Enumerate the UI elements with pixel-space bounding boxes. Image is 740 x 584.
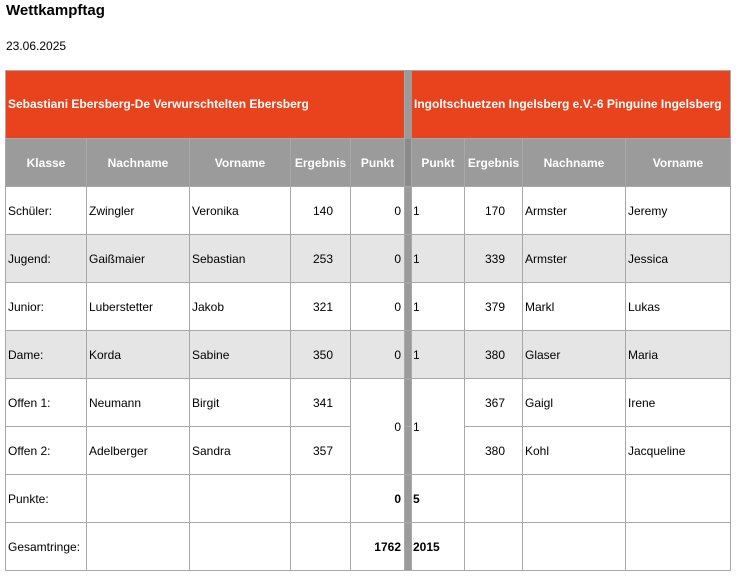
right-punkt: 1 — [412, 235, 465, 283]
left-punkt-offen: 0 — [351, 379, 405, 475]
left-ergebnis: 357 — [291, 427, 351, 475]
left-nachname: Korda — [87, 331, 190, 379]
right-punkt: 1 — [412, 331, 465, 379]
header-right-ergebnis: Ergebnis — [465, 139, 523, 187]
punkte-right-total: 5 — [412, 475, 465, 523]
team-header-row — [6, 71, 731, 139]
right-vorname: Lukas — [626, 283, 731, 331]
left-punkt: 0 — [351, 283, 405, 331]
right-ergebnis: 379 — [465, 283, 523, 331]
table-row — [6, 187, 731, 235]
gesamtringe-label: Gesamtringe: — [6, 523, 87, 571]
gesamtringe-right-total: 2015 — [412, 523, 465, 571]
left-punkt: 0 — [351, 187, 405, 235]
column-separator — [405, 427, 412, 475]
row-klasse: Dame: — [6, 331, 87, 379]
left-punkt: 0 — [351, 235, 405, 283]
column-separator — [405, 235, 412, 283]
right-punkt-offen: 1 — [412, 379, 465, 475]
left-vorname: Sabine — [190, 331, 291, 379]
right-nachname: Armster — [523, 235, 626, 283]
gesamtringe-left-total: 1762 — [351, 523, 405, 571]
table-row — [6, 331, 731, 379]
right-nachname: Gaigl — [523, 379, 626, 427]
left-ergebnis: 350 — [291, 331, 351, 379]
empty-cell — [523, 475, 626, 523]
punkte-left-total: 0 — [351, 475, 405, 523]
header-right-punkt: Punkt — [412, 139, 465, 187]
empty-cell — [291, 475, 351, 523]
column-separator — [405, 71, 412, 139]
right-ergebnis: 170 — [465, 187, 523, 235]
empty-cell — [523, 523, 626, 571]
left-nachname: Neumann — [87, 379, 190, 427]
left-ergebnis: 140 — [291, 187, 351, 235]
left-nachname: Gaißmaier — [87, 235, 190, 283]
column-separator — [405, 523, 412, 571]
right-nachname: Kohl — [523, 427, 626, 475]
right-nachname: Glaser — [523, 331, 626, 379]
header-left-nachname: Nachname — [87, 139, 190, 187]
right-vorname: Jeremy — [626, 187, 731, 235]
header-right-vorname: Vorname — [626, 139, 731, 187]
left-vorname: Jakob — [190, 283, 291, 331]
right-vorname: Jacqueline — [626, 427, 731, 475]
left-nachname: Zwingler — [87, 187, 190, 235]
empty-cell — [626, 523, 731, 571]
team-left-name: Sebastiani Ebersberg-De Verwurschtelten Ebersberg — [6, 71, 405, 139]
team-right-name: Ingoltschuetzen Ingelsberg e.V.-6 Pinguine Ingelsberg — [412, 71, 731, 139]
row-klasse: Offen 2: — [6, 427, 87, 475]
right-ergebnis: 380 — [465, 427, 523, 475]
punkte-label: Punkte: — [6, 475, 87, 523]
row-klasse: Junior: — [6, 283, 87, 331]
right-punkt: 1 — [412, 187, 465, 235]
gesamtringe-row — [6, 523, 731, 571]
left-ergebnis: 321 — [291, 283, 351, 331]
empty-cell — [190, 523, 291, 571]
right-ergebnis: 339 — [465, 235, 523, 283]
empty-cell — [291, 523, 351, 571]
table-row — [6, 235, 731, 283]
table-row — [6, 283, 731, 331]
right-ergebnis: 367 — [465, 379, 523, 427]
header-klasse: Klasse — [6, 139, 87, 187]
right-nachname: Armster — [523, 187, 626, 235]
empty-cell — [190, 475, 291, 523]
row-klasse: Offen 1: — [6, 379, 87, 427]
left-ergebnis: 253 — [291, 235, 351, 283]
left-punkt: 0 — [351, 331, 405, 379]
column-separator — [405, 187, 412, 235]
header-right-nachname: Nachname — [523, 139, 626, 187]
competition-date: 23.06.2025 — [6, 39, 67, 53]
column-separator — [405, 379, 412, 427]
empty-cell — [626, 475, 731, 523]
right-vorname: Maria — [626, 331, 731, 379]
column-separator — [405, 331, 412, 379]
table-row — [6, 379, 731, 427]
row-klasse: Jugend: — [6, 235, 87, 283]
right-nachname: Markl — [523, 283, 626, 331]
right-vorname: Irene — [626, 379, 731, 427]
left-vorname: Sebastian — [190, 235, 291, 283]
empty-cell — [87, 523, 190, 571]
left-nachname: Adelberger — [87, 427, 190, 475]
left-vorname: Sandra — [190, 427, 291, 475]
left-vorname: Veronika — [190, 187, 291, 235]
punkte-row — [6, 475, 731, 523]
right-ergebnis: 380 — [465, 331, 523, 379]
empty-cell — [465, 523, 523, 571]
empty-cell — [87, 475, 190, 523]
results-table — [5, 70, 731, 571]
column-separator — [405, 283, 412, 331]
row-klasse: Schüler: — [6, 187, 87, 235]
left-ergebnis: 341 — [291, 379, 351, 427]
column-separator — [405, 475, 412, 523]
page-title: Wettkampftag — [6, 2, 105, 19]
empty-cell — [465, 475, 523, 523]
left-vorname: Birgit — [190, 379, 291, 427]
header-left-ergebnis: Ergebnis — [291, 139, 351, 187]
header-left-punkt: Punkt — [351, 139, 405, 187]
left-nachname: Luberstetter — [87, 283, 190, 331]
column-header-row — [6, 139, 731, 187]
right-vorname: Jessica — [626, 235, 731, 283]
column-separator — [405, 139, 412, 187]
right-punkt: 1 — [412, 283, 465, 331]
header-left-vorname: Vorname — [190, 139, 291, 187]
